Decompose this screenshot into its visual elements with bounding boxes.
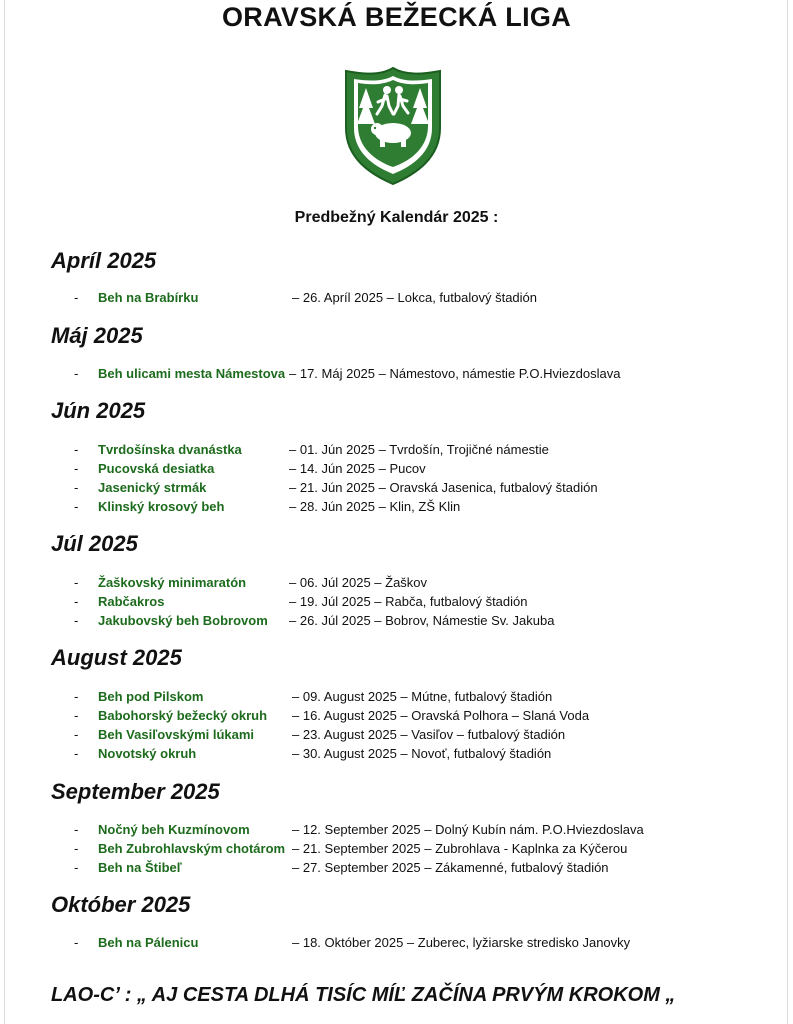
- event-details: – 14. Jún 2025 – Pucov: [289, 461, 426, 476]
- event-details: – 26. Júl 2025 – Bobrov, Námestie Sv. Jakuba: [289, 613, 555, 628]
- event-name: Beh na Pálenicu: [98, 935, 199, 950]
- list-bullet: -: [74, 613, 79, 628]
- event-name: Nočný beh Kuzmínovom: [98, 822, 250, 837]
- event-details: – 12. September 2025 – Dolný Kubín nám. P.O.Hviezdoslava: [292, 822, 644, 837]
- event-details: – 26. Apríl 2025 – Lokca, futbalový štadión: [292, 290, 538, 305]
- event-name: Klinský krosový beh: [98, 499, 225, 514]
- month-heading-april: Apríl 2025: [51, 248, 157, 273]
- event-details: – 30. August 2025 – Novoť, futbalový štadión: [292, 746, 552, 761]
- event-name: Jasenický strmák: [98, 480, 207, 495]
- month-heading-june: Jún 2025: [51, 398, 146, 423]
- event-details: – 21. September 2025 – Zubrohlava - Kaplnka za Kýčerou: [292, 841, 628, 856]
- list-bullet: -: [74, 841, 79, 856]
- list-bullet: -: [74, 461, 79, 476]
- event-name: Beh ulicami mesta Námestova: [98, 366, 286, 381]
- month-heading-october: Október 2025: [51, 892, 191, 917]
- list-bullet: -: [74, 575, 79, 590]
- event-name: Beh na Brabírku: [98, 290, 199, 305]
- league-logo: [340, 66, 446, 186]
- list-bullet: -: [74, 822, 79, 837]
- month-heading-september: September 2025: [51, 779, 220, 804]
- closing-quote: LAO-C’ : „ AJ CESTA DLHÁ TISÍC MÍĽ ZAČÍNA PRVÝM KROKOM „: [51, 984, 676, 1006]
- event-details: – 23. August 2025 – Vasiľov – futbalový štadión: [292, 727, 566, 742]
- list-bullet: -: [74, 689, 79, 704]
- event-details: – 18. Október 2025 – Zuberec, lyžiarske stredisko Janovky: [292, 935, 631, 950]
- event-name: Beh pod Pilskom: [98, 689, 204, 704]
- event-details: – 27. September 2025 – Zákamenné, futbalový štadión: [292, 860, 609, 875]
- event-details: – 09. August 2025 – Mútne, futbalový štadión: [292, 689, 553, 704]
- page-title: ORAVSKÁ BEŽECKÁ LIGA: [221, 2, 571, 32]
- list-bullet: -: [74, 727, 79, 742]
- event-name: Pucovská desiatka: [98, 461, 215, 476]
- month-heading-may: Máj 2025: [51, 323, 143, 348]
- event-details: – 17. Máj 2025 – Námestovo, námestie P.O.Hviezdoslava: [289, 366, 621, 381]
- list-bullet: -: [74, 442, 79, 457]
- month-heading-july: Júl 2025: [51, 531, 138, 556]
- event-details: – 21. Jún 2025 – Oravská Jasenica, futbalový štadión: [289, 480, 598, 495]
- event-name: Beh Vasiľovskými lúkami: [98, 727, 255, 742]
- event-details: – 16. August 2025 – Oravská Polhora – Slaná Voda: [292, 708, 590, 723]
- event-details: – 06. Júl 2025 – Žaškov: [289, 575, 428, 590]
- event-name: Rabčakros: [98, 594, 165, 609]
- event-name: Žaškovský minimaratón: [98, 575, 247, 590]
- event-name: Beh na Štibeľ: [98, 860, 182, 875]
- event-name: Jakubovský beh Bobrovom: [98, 613, 268, 628]
- list-bullet: -: [74, 480, 79, 495]
- list-bullet: -: [74, 594, 79, 609]
- list-bullet: -: [74, 499, 79, 514]
- list-bullet: -: [74, 860, 79, 875]
- calendar-subtitle: Predbežný Kalendár 2025 :: [294, 209, 499, 226]
- list-bullet: -: [74, 746, 79, 761]
- list-bullet: -: [74, 708, 79, 723]
- event-details: – 28. Jún 2025 – Klin, ZŠ Klin: [289, 499, 461, 514]
- list-bullet: -: [74, 366, 79, 381]
- event-name: Babohorský bežecký okruh: [98, 708, 268, 723]
- event-name: Tvrdošínska dvanástka: [98, 442, 242, 457]
- event-name: Beh Zubrohlavským chotárom: [98, 841, 286, 856]
- list-bullet: -: [74, 290, 79, 305]
- event-details: – 01. Jún 2025 – Tvrdošín, Trojičné námestie: [289, 442, 549, 457]
- list-bullet: -: [74, 935, 79, 950]
- event-details: – 19. Júl 2025 – Rabča, futbalový štadión: [289, 594, 528, 609]
- event-name: Novotský okruh: [98, 746, 197, 761]
- month-heading-august: August 2025: [51, 645, 182, 670]
